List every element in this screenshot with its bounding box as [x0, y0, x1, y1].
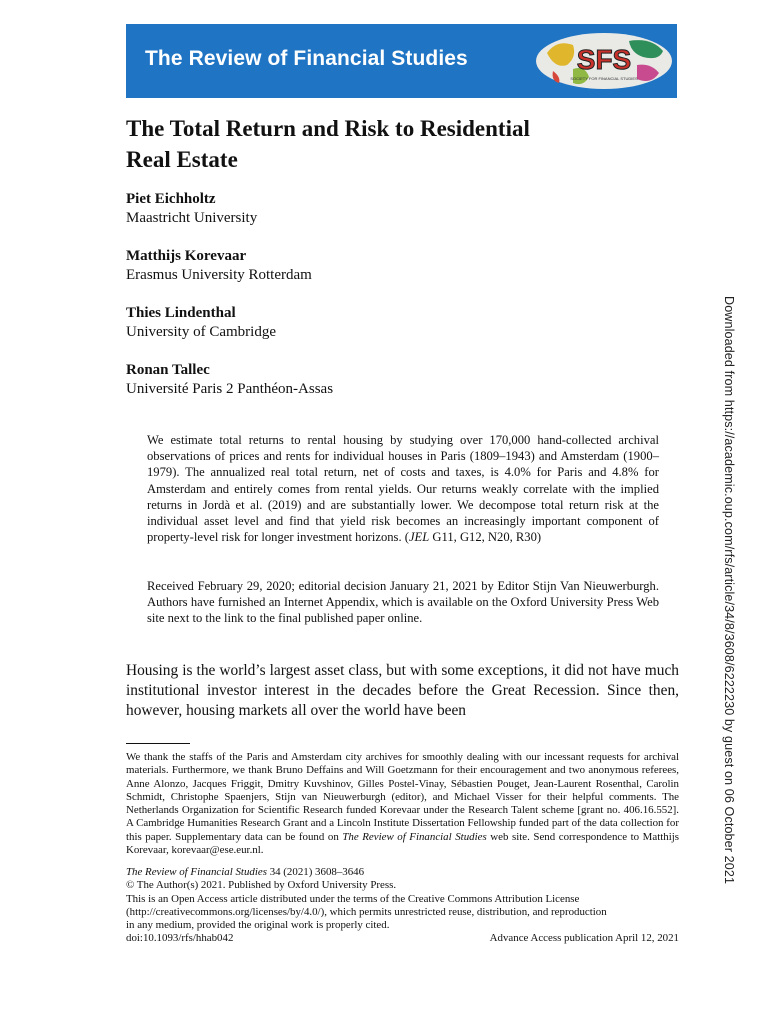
logo-subtext: SOCIETY FOR FINANCIAL STUDIES	[570, 76, 638, 81]
author-block	[126, 247, 312, 285]
citation-block	[126, 866, 679, 946]
doi-row	[126, 932, 679, 945]
author-block	[126, 190, 257, 228]
author-name: Piet Eichholtz	[126, 191, 216, 207]
advance-access: Advance Access publication April 12, 2021	[489, 932, 679, 945]
jel-open: (	[404, 530, 409, 545]
license-line-3: in any medium, provided the original work is properly cited.	[126, 919, 390, 932]
logo-text: SFS	[576, 44, 632, 75]
author-name: Matthijs Korevaar	[126, 248, 247, 264]
footnote-divider	[126, 743, 190, 744]
citation-journal: The Review of Financial Studies	[126, 866, 267, 878]
footnote-text: We thank the staffs of the Paris and Amsterdam city archives for smoothly dealing with our incessant requests for archival materials. Furthermore, we thank Bruno Deffains and Will Goetzmann for their encouragement and two anonymous referees, Anne Alonzo, Jacques Friggit, Dmitry Kuvshinov, Gilles Postel-Vinay, Sébastien Pouget, Jean-Laurent Rosenthal, Carolin Schmidt, Christophe Spaenjers, Stijn van Nieuwerburgh (editor), and Michael Visser for their helpful comments. The Netherlands Organization for Scientific Research funded Korevaar under the Research Talent scheme [grant no. 406.16.552]. A Cambridge Humanities Research Grant and a Lincoln Institute Dissertation Fellowship funded part of the data collection for this paper. Supplementary data can be found on	[126, 751, 679, 843]
intro-paragraph: Housing is the world’s largest asset class, but with some exceptions, it did not have much institutional investor interest in the decades before the Great Recession. Since then, however, housing markets all over the world have been	[126, 662, 679, 720]
citation-journal-line	[126, 866, 679, 879]
author-block	[126, 361, 333, 399]
abstract-text: We estimate total returns to rental housing by studying over 170,000 hand-collected archival observations of prices and rents for individual houses in Paris (1809–1943) and Amsterdam (1900–1979). The annualized real total return, net of costs and taxes, is 4.0% for Paris and 4.8% for Amsterdam and entirely comes from rental yields. Our returns weakly correlate with the implied returns in Jordà et al. (2019) and are substantially lower. We decompose total return risk at the individual asset level and find that yield risk becomes an increasingly important component of property-level risk for longer investment horizons.	[147, 433, 659, 545]
license-line-2: (http://creativecommons.org/licenses/by/4.0/), which permits unrestricted reuse, distribution, and reproduction	[126, 905, 607, 918]
license-line-1: This is an Open Access article distributed under the terms of the Creative Commons Attribution License	[126, 892, 580, 905]
footnote-tail: web site. Send correspondence to Matthijs Korevaar, korevaar@ese.eur.nl.	[126, 830, 679, 857]
author-name: Ronan Tallec	[126, 362, 210, 378]
sfs-logo	[533, 31, 675, 91]
acknowledgement-footnote	[126, 751, 679, 857]
received-note: Received February 29, 2020; editorial decision January 21, 2021 by Editor Stijn Van Nieuwerburgh. Authors have furnished an Internet Appendix, which is available on the Oxford University Press Web site next to the link to the final published paper online.	[147, 579, 659, 626]
doi: doi:10.1093/rfs/hhab042	[126, 932, 234, 945]
journal-banner	[126, 24, 677, 98]
article-title	[126, 113, 686, 175]
author-affiliation: University of Cambridge	[126, 324, 276, 340]
jel-codes: G11, G12, N20, R30)	[432, 530, 542, 545]
author-name: Thies Lindenthal	[126, 305, 236, 321]
footnote-journal: The Review of Financial Studies	[342, 830, 487, 843]
title-line-1: The Total Return and Risk to Residential	[126, 116, 530, 141]
journal-banner-title: The Review of Financial Studies	[145, 47, 468, 70]
abstract	[147, 432, 659, 545]
jel-label: JEL	[408, 530, 430, 545]
title-line-2: Real Estate	[126, 147, 238, 172]
author-affiliation: Université Paris 2 Panthéon-Assas	[126, 381, 334, 397]
citation-volume: 34 (2021) 3608–3646	[269, 866, 365, 878]
download-watermark: Downloaded from https://academic.oup.com/rfs/article/34/8/3608/6222230 by guest on 06 October 2021	[722, 296, 736, 885]
author-affiliation: Maastricht University	[126, 210, 258, 226]
author-affiliation: Erasmus University Rotterdam	[126, 267, 312, 283]
copyright-line: © The Author(s) 2021. Published by Oxford University Press.	[126, 879, 397, 892]
author-block	[126, 304, 276, 342]
